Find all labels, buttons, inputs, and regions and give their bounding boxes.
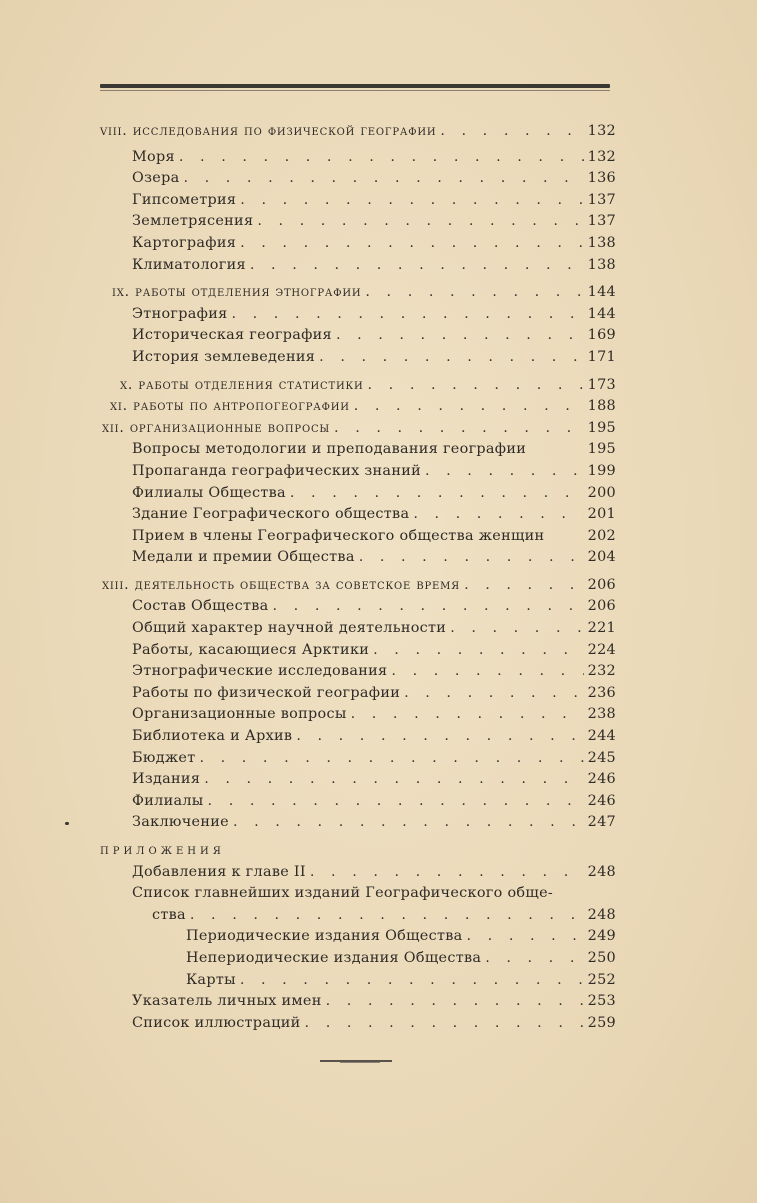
toc-chapter-viii <box>100 121 616 143</box>
toc-label: Землетрясения <box>132 213 254 230</box>
toc-label: Вопросы методологии и преподавания географии <box>132 441 527 458</box>
dot-leader <box>464 575 584 597</box>
top-rule <box>100 84 610 88</box>
dot-leader <box>336 325 584 347</box>
dot-leader <box>365 282 583 304</box>
toc-page: 249 <box>587 928 616 945</box>
ink-speck <box>65 822 69 825</box>
toc-chapter-xii <box>100 418 616 440</box>
toc-subentry <box>100 948 616 970</box>
toc-label: ix. работы отделения этнографии <box>112 284 362 301</box>
dot-leader <box>257 211 583 233</box>
toc-label: Картография <box>132 234 237 251</box>
toc-page: 132 <box>587 148 616 165</box>
toc-label: Пропаганда географических знаний <box>132 462 421 479</box>
toc-label: приложения <box>100 842 225 858</box>
toc-page: 250 <box>587 949 616 966</box>
toc-entry <box>100 526 616 548</box>
toc-chapter-xiii <box>100 575 616 597</box>
toc-entry <box>100 255 616 277</box>
toc-page: 246 <box>587 771 616 788</box>
toc-entry <box>100 862 616 884</box>
dot-leader <box>199 748 583 770</box>
toc-entry <box>100 991 616 1013</box>
toc-label: Климатология <box>132 256 246 273</box>
toc-page: 253 <box>587 993 616 1010</box>
toc-label: Гипсометрия <box>132 191 237 208</box>
toc-page: 238 <box>587 706 616 723</box>
toc-entry <box>100 726 616 748</box>
dot-leader <box>391 661 583 683</box>
toc-entry-continuation <box>100 905 616 927</box>
toc-page: 138 <box>587 256 616 273</box>
toc-page: 221 <box>587 620 616 637</box>
toc-page: 173 <box>587 376 616 393</box>
toc-page: 252 <box>587 971 616 988</box>
dot-leader <box>208 791 584 813</box>
toc-entry <box>100 883 616 905</box>
toc-subentry <box>100 970 616 992</box>
toc-label: Этнография <box>132 305 228 322</box>
toc-page: 144 <box>587 305 616 322</box>
toc-label: Карты <box>186 971 236 988</box>
toc-label: xiii. деятельность общества за советское время <box>102 576 461 593</box>
toc-label: Список главнейших изданий Географического обще- <box>132 885 554 902</box>
toc-entry <box>100 748 616 770</box>
dot-leader <box>290 483 584 505</box>
toc-label: Работы по физической географии <box>132 684 401 701</box>
toc-entry <box>100 190 616 212</box>
toc-page: 201 <box>587 506 616 523</box>
toc-subentry <box>100 926 616 948</box>
toc-entry <box>100 547 616 569</box>
dot-leader <box>450 618 583 640</box>
toc-label: Медали и премии Общества <box>132 549 355 566</box>
toc-entry <box>100 233 616 255</box>
toc-label: ства <box>152 906 186 923</box>
dot-leader <box>485 948 583 970</box>
toc-label: Список иллюстраций <box>132 1014 301 1031</box>
toc-entry <box>100 596 616 618</box>
toc-entry <box>100 704 616 726</box>
toc-appendix-heading <box>100 840 616 862</box>
dot-leader <box>233 812 584 834</box>
toc-page: 132 <box>587 123 616 139</box>
toc-label: Добавления к главе II <box>132 863 306 880</box>
toc-page: 247 <box>587 814 616 831</box>
dot-leader <box>319 347 583 369</box>
dot-leader <box>425 461 584 483</box>
dot-leader <box>273 596 584 618</box>
dot-leader <box>240 190 583 212</box>
toc-page: 248 <box>587 863 616 880</box>
toc-label: Издания <box>132 771 201 788</box>
dot-leader <box>183 168 583 190</box>
dot-leader <box>240 233 584 255</box>
dot-leader <box>354 396 584 418</box>
toc-label: Озера <box>132 170 180 187</box>
dot-leader <box>240 970 584 992</box>
toc-label: xi. работы по антропогеографии <box>110 398 350 415</box>
toc-label: x. работы отделения статистики <box>120 376 364 393</box>
dot-leader <box>359 547 584 569</box>
toc-page: 206 <box>587 576 616 593</box>
toc-label: Моря <box>132 148 175 165</box>
dot-leader <box>440 121 583 143</box>
toc-chapter-ix <box>100 282 616 304</box>
dot-leader <box>190 905 584 927</box>
dot-leader <box>368 375 584 397</box>
toc-page: 144 <box>587 284 616 301</box>
toc-label: Организационные вопросы <box>132 706 347 723</box>
toc-label: Филиалы Общества <box>132 484 286 501</box>
toc-label: Этнографические исследования <box>132 663 388 680</box>
toc-page: 195 <box>587 441 616 458</box>
toc-label: Прием в члены Географического общества женщин <box>132 527 545 544</box>
toc-page: 236 <box>587 684 616 701</box>
toc-label: Бюджет <box>132 749 196 766</box>
toc-page: 200 <box>587 484 616 501</box>
dot-leader <box>204 769 583 791</box>
toc-page: 259 <box>587 1014 616 1031</box>
toc-label: Филиалы <box>132 792 204 809</box>
toc-page: 137 <box>587 213 616 230</box>
toc-label: История землеведения <box>132 348 316 365</box>
toc-entry <box>100 504 616 526</box>
toc-page: 224 <box>587 641 616 658</box>
toc-page: 169 <box>587 327 616 344</box>
dot-leader <box>326 991 584 1013</box>
toc-page: 138 <box>587 234 616 251</box>
table-of-contents <box>100 115 616 1034</box>
toc-label: Здание Географического общества <box>132 506 410 523</box>
toc-label: Библиотека и Архив <box>132 728 293 745</box>
bottom-rule <box>320 1060 392 1062</box>
toc-entry <box>100 769 616 791</box>
toc-entry <box>100 812 616 834</box>
toc-page: 171 <box>587 348 616 365</box>
toc-label: viii. исследования по физической географии <box>100 123 437 139</box>
toc-entry <box>100 168 616 190</box>
dot-leader <box>305 1013 584 1035</box>
dot-leader <box>413 504 583 526</box>
toc-label: Заключение <box>132 814 229 831</box>
toc-entry <box>100 347 616 369</box>
toc-page: 188 <box>587 398 616 415</box>
toc-chapter-x <box>100 375 616 397</box>
toc-entry <box>100 461 616 483</box>
toc-page: 206 <box>587 598 616 615</box>
toc-entry <box>100 483 616 505</box>
toc-label: xii. организационные вопросы <box>102 419 331 436</box>
dot-leader <box>404 683 584 705</box>
toc-label: Работы, касающиеся Арктики <box>132 641 370 658</box>
toc-page: 232 <box>587 663 616 680</box>
toc-page: 244 <box>587 728 616 745</box>
toc-page: 245 <box>587 749 616 766</box>
dot-leader <box>232 304 584 326</box>
toc-entry <box>100 211 616 233</box>
dot-leader <box>373 640 583 662</box>
toc-page: 195 <box>587 419 616 436</box>
toc-entry <box>100 683 616 705</box>
toc-label: Указатель личных имен <box>132 993 322 1010</box>
toc-label: Периодические издания Общества <box>186 928 463 945</box>
dot-leader <box>351 704 584 726</box>
toc-entry <box>100 325 616 347</box>
toc-entry <box>100 147 616 169</box>
toc-entry <box>100 304 616 326</box>
toc-entry <box>100 618 616 640</box>
toc-page: 202 <box>587 527 616 544</box>
toc-page: 248 <box>587 906 616 923</box>
dot-leader <box>296 726 583 748</box>
toc-label: Непериодические издания Общества <box>186 949 482 966</box>
toc-entry <box>100 640 616 662</box>
toc-page: 136 <box>587 170 616 187</box>
dot-leader <box>467 926 584 948</box>
toc-page: 137 <box>587 191 616 208</box>
dot-leader <box>310 862 584 884</box>
toc-entry <box>100 1013 616 1035</box>
toc-label: Состав Общества <box>132 598 269 615</box>
toc-label: Общий характер научной деятельности <box>132 620 447 637</box>
toc-label: Историческая география <box>132 327 332 344</box>
dot-leader <box>334 418 584 440</box>
toc-entry <box>100 791 616 813</box>
toc-page: 199 <box>587 462 616 479</box>
dot-leader <box>250 255 584 277</box>
toc-page: 204 <box>587 549 616 566</box>
toc-entry <box>100 661 616 683</box>
toc-entry <box>100 439 616 461</box>
toc-chapter-xi <box>100 396 616 418</box>
dot-leader <box>179 147 584 169</box>
toc-page: 246 <box>587 792 616 809</box>
